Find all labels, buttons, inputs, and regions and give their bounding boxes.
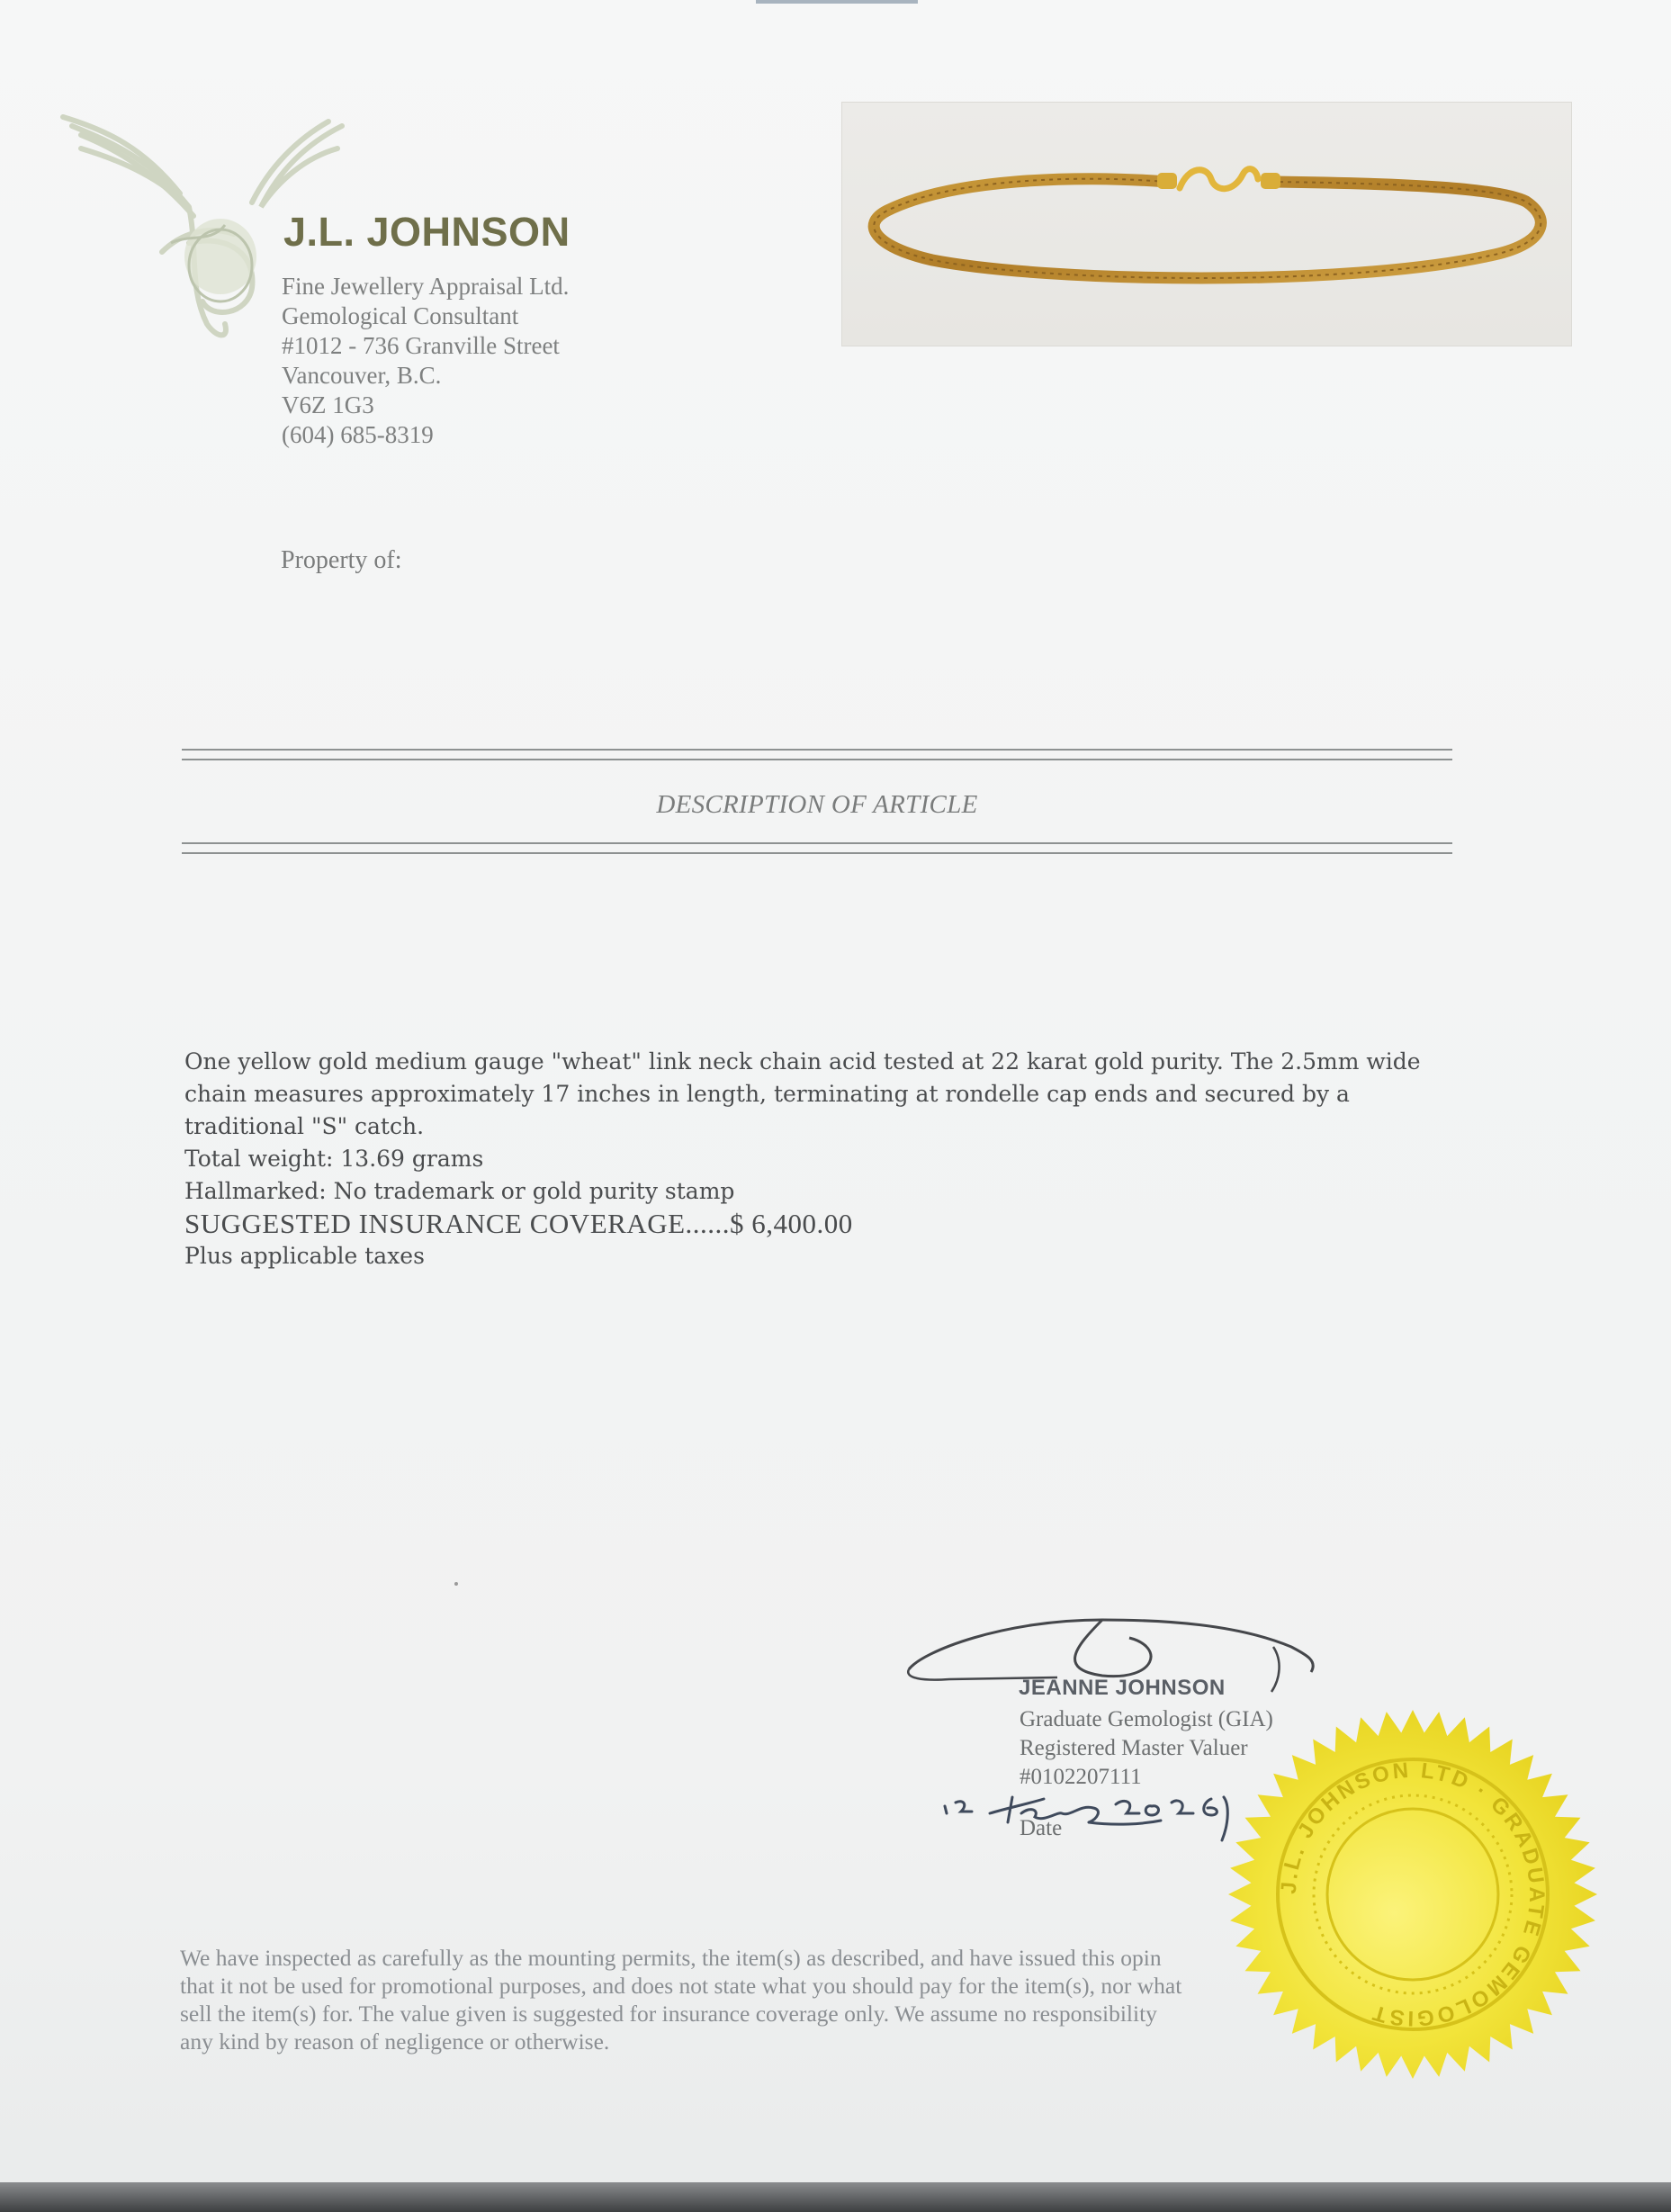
handwritten-date-icon: [936, 1786, 1260, 1849]
article-description: [184, 1046, 1462, 1272]
gold-wheat-chain-photo: [841, 102, 1572, 346]
disclaimer-line: sell the item(s) for. The value given is suggested for insurance coverage only. We assume no responsibility: [180, 2001, 1157, 2027]
hallmark-info: Hallmarked: No trademark or gold purity stamp: [184, 1178, 735, 1204]
disclaimer-line: that it not be used for promotional purposes, and does not state what you should pay for the item(s), nor what: [180, 1973, 1182, 1999]
paper-speck: [454, 1582, 458, 1586]
insurance-coverage: SUGGESTED INSURANCE COVERAGE......$ 6,400.00: [184, 1208, 853, 1239]
taxes-note: Plus applicable taxes: [184, 1243, 425, 1269]
disclaimer-line: any kind by reason of negligence or otherwise.: [180, 2028, 610, 2055]
company-name: J.L. JOHNSON: [283, 209, 570, 255]
company-address: [282, 272, 569, 450]
divider-line: [182, 842, 1452, 844]
disclaimer-line: We have inspected as carefully as the mounting permits, the item(s) as described, and have issued this opin: [180, 1945, 1162, 1971]
divider-line: [182, 852, 1452, 854]
seal-text: J.L. JOHNSON LTD · GRADUATE GEMOLOGIST: [1276, 1758, 1550, 2031]
appraiser-name: JEANNE JOHNSON: [1019, 1676, 1226, 1700]
description-text: One yellow gold medium gauge "wheat" link neck chain acid tested at 22 karat gold purity. The 2.5mm wide chain measures approximately 17 inches in length, terminating at rondelle cap ends and secured by a traditional "S" catch.: [184, 1048, 1421, 1139]
address-line: Vancouver, B.C.: [282, 362, 442, 389]
address-line: Fine Jewellery Appraisal Ltd.: [282, 273, 570, 300]
address-line: V6Z 1G3: [282, 391, 374, 418]
appraiser-number: #0102207111: [1020, 1765, 1142, 1789]
top-edge-mark: [756, 0, 918, 4]
section-title: DESCRIPTION OF ARTICLE: [656, 790, 978, 819]
address-line: #1012 - 736 Granville Street: [282, 332, 560, 359]
appraiser-registration: Registered Master Valuer: [1020, 1736, 1248, 1760]
address-line: (604) 685-8319: [282, 421, 434, 448]
property-label: Property of:: [281, 546, 402, 574]
scan-bottom-edge: [0, 2182, 1671, 2212]
date-label: Date: [1020, 1816, 1063, 1840]
total-weight: Total weight: 13.69 grams: [184, 1146, 484, 1172]
appraiser-title: Graduate Gemologist (GIA): [1020, 1707, 1273, 1731]
gold-seal-icon: [1224, 1705, 1602, 2083]
divider-line: [182, 749, 1452, 751]
divider-line: [182, 759, 1452, 760]
address-line: Gemological Consultant: [282, 302, 519, 329]
